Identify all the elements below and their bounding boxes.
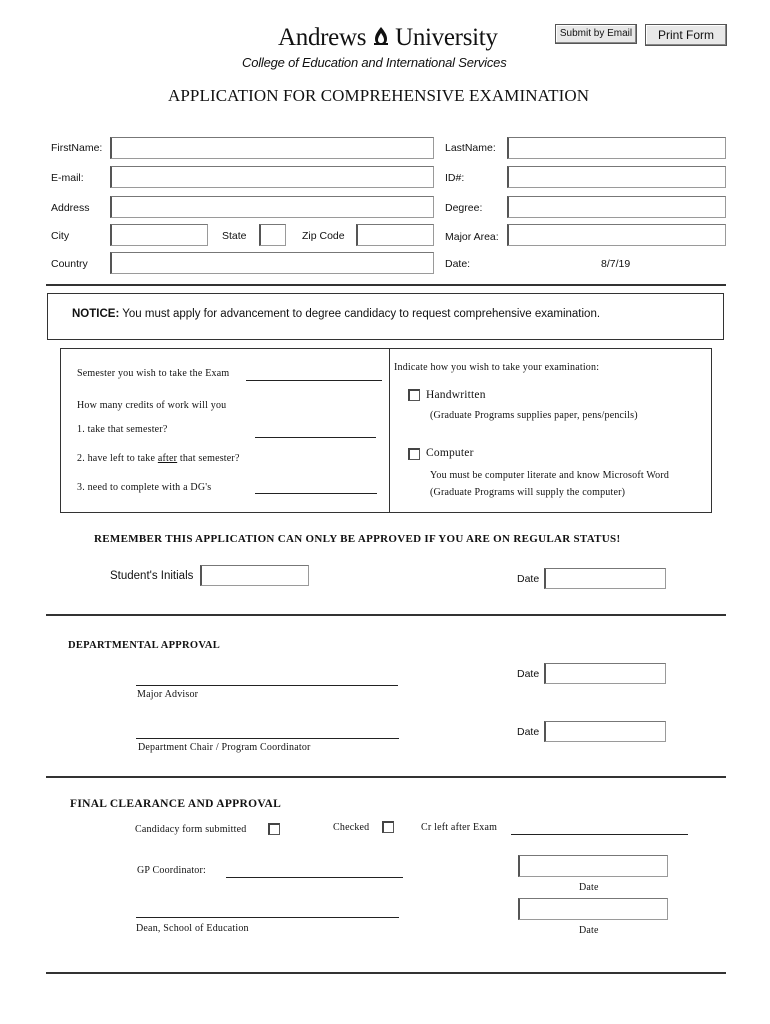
state-field[interactable]: [259, 224, 286, 246]
final-date-2-label: Date: [579, 925, 599, 936]
checked-checkbox[interactable]: [382, 821, 394, 833]
computer-label: Computer: [426, 447, 474, 459]
last-name-field[interactable]: [507, 137, 726, 159]
divider-line: [46, 284, 726, 286]
degree-label: Degree:: [445, 202, 483, 214]
credits-item-1: 1. take that semester?: [77, 424, 168, 435]
university-logo: [278, 24, 498, 54]
dean-signature-line[interactable]: [136, 917, 399, 918]
candidacy-form-checkbox[interactable]: [268, 823, 280, 835]
country-label: Country: [51, 258, 88, 270]
flame-logo-icon: [372, 26, 390, 46]
credits-item-2-post: that semester?: [177, 453, 240, 464]
print-form-button[interactable]: Print Form: [645, 24, 727, 46]
divider-line: [46, 776, 726, 778]
major-area-field[interactable]: [507, 224, 726, 246]
student-date-label: Date: [517, 573, 540, 585]
last-name-label: LastName:: [445, 142, 496, 154]
address-label: Address: [51, 202, 90, 214]
computer-note-2: (Graduate Programs will supply the computer): [430, 487, 626, 498]
notice-text: [72, 308, 600, 320]
zip-code-field[interactable]: [356, 224, 434, 246]
first-name-label: FirstName:: [51, 142, 103, 154]
major-advisor-label: Major Advisor: [137, 689, 199, 700]
city-field[interactable]: [110, 224, 208, 246]
departmental-date-2-field[interactable]: [544, 721, 666, 742]
exam-box-divider: [389, 349, 390, 512]
state-label: State: [222, 230, 247, 242]
notice-bold: NOTICE:: [72, 308, 120, 320]
credits-left-line[interactable]: [511, 834, 688, 835]
semester-input-line[interactable]: [246, 380, 382, 381]
credits-left-label: Cr left after Exam: [421, 822, 498, 833]
credits-item-2-underlined: after: [157, 453, 178, 464]
candidacy-form-label: Candidacy form submitted: [135, 824, 247, 835]
logo-text-university: University: [395, 24, 498, 51]
address-field[interactable]: [110, 196, 434, 218]
departmental-date-1-label: Date: [517, 668, 540, 680]
major-area-label: Major Area:: [445, 231, 499, 243]
final-clearance-heading: FINAL CLEARANCE AND APPROVAL: [70, 798, 282, 810]
semester-label: Semester you wish to take the Exam: [77, 368, 230, 379]
date-value: 8/7/19: [601, 258, 631, 270]
gp-coordinator-label: GP Coordinator:: [137, 865, 207, 876]
divider-line: [46, 972, 726, 974]
notice-box: [47, 293, 724, 340]
country-field[interactable]: [110, 252, 434, 274]
credits-item-3-line[interactable]: [255, 493, 377, 494]
id-label: ID#:: [445, 172, 465, 184]
notice-message: You must apply for advancement to degree candidacy to request comprehensive examination.: [122, 308, 601, 320]
major-advisor-signature-line[interactable]: [136, 685, 398, 686]
zip-code-label: Zip Code: [302, 230, 345, 242]
credits-item-2-pre: 2. have left to take: [77, 453, 158, 464]
degree-field[interactable]: [507, 196, 726, 218]
email-label: E-mail:: [51, 172, 84, 184]
email-field[interactable]: [110, 166, 434, 188]
credits-item-3: 3. need to complete with a DG's: [77, 482, 212, 493]
dean-label: Dean, School of Education: [136, 923, 249, 934]
credits-item-2: [77, 453, 240, 464]
checked-label: Checked: [333, 822, 370, 833]
student-date-field[interactable]: [544, 568, 666, 589]
department-chair-signature-line[interactable]: [136, 738, 399, 739]
date-label: Date:: [445, 258, 471, 270]
logo-text-andrews: Andrews: [278, 24, 367, 51]
departmental-date-2-label: Date: [517, 726, 540, 738]
college-name: College of Education and International Services: [242, 55, 507, 70]
city-label: City: [51, 230, 70, 242]
divider-line: [46, 614, 726, 616]
final-date-1-field[interactable]: [518, 855, 668, 877]
credits-label: How many credits of work will you: [77, 400, 227, 411]
regular-status-notice: REMEMBER THIS APPLICATION CAN ONLY BE APPROVED IF YOU ARE ON REGULAR STATUS!: [94, 533, 621, 545]
computer-note-1: You must be computer literate and know Microsoft Word: [430, 470, 670, 481]
final-date-1-label: Date: [579, 882, 599, 893]
departmental-approval-heading: DEPARTMENTAL APPROVAL: [68, 640, 221, 651]
final-date-2-field[interactable]: [518, 898, 668, 920]
handwritten-note: (Graduate Programs supplies paper, pens/pencils): [430, 410, 638, 421]
id-field[interactable]: [507, 166, 726, 188]
computer-checkbox[interactable]: [408, 448, 420, 460]
handwritten-checkbox[interactable]: [408, 389, 420, 401]
first-name-field[interactable]: [110, 137, 434, 159]
gp-coordinator-signature-line[interactable]: [226, 877, 403, 878]
departmental-date-1-field[interactable]: [544, 663, 666, 684]
credits-item-1-line[interactable]: [255, 437, 376, 438]
student-initials-label: Student's Initials: [110, 570, 194, 582]
submit-by-email-button[interactable]: Submit by Email: [555, 24, 637, 44]
handwritten-label: Handwritten: [426, 389, 486, 401]
indicate-label: Indicate how you wish to take your examination:: [394, 362, 600, 373]
form-title: APPLICATION FOR COMPREHENSIVE EXAMINATION: [168, 86, 590, 105]
student-initials-field[interactable]: [200, 565, 309, 586]
department-chair-label: Department Chair / Program Coordinator: [138, 742, 311, 753]
